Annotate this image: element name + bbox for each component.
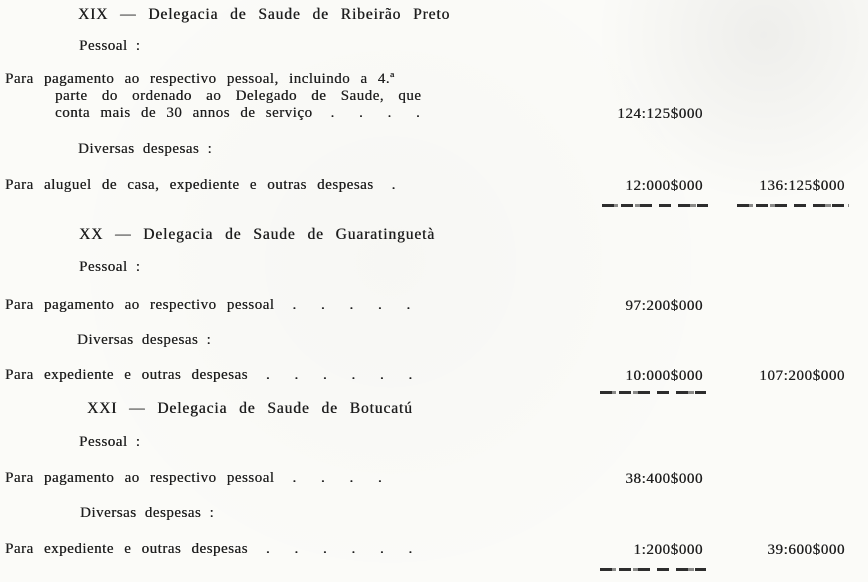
section-xx-pessoal-label: Pessoal : xyxy=(79,259,141,275)
section-xxi-pessoal-amount: 38:400$000 xyxy=(625,471,703,487)
section-xix-diversas-item-text: Para aluguel de casa, expediente e outras despesas xyxy=(5,177,374,193)
leader-dots: . . . . . xyxy=(292,297,412,313)
section-xxi-pessoal-item xyxy=(5,470,383,487)
leader-dots: . xyxy=(391,177,397,193)
section-xxi-heading: XXI — Delegacia de Saude de Botucatú xyxy=(87,400,413,417)
section-xx-pessoal-item xyxy=(5,297,411,314)
dashed-rule-col1 xyxy=(600,568,706,571)
section-xx-pessoal-amount: 97:200$000 xyxy=(625,298,703,314)
leader-dots: . . . . . . xyxy=(265,367,414,383)
section-xx-diversas-amount: 10:000$000 xyxy=(625,368,703,384)
section-xix-pessoal-item-text: conta mais de 30 annos de serviço xyxy=(55,105,313,121)
section-xx-diversas-item xyxy=(5,367,413,384)
section-xx-heading: XX — Delegacia de Saude de Guaratinguetà xyxy=(79,226,436,243)
section-xix-diversas-item xyxy=(5,177,396,194)
section-xix-pessoal-amount: 124:125$000 xyxy=(617,106,703,122)
section-xx-total-amount: 107:200$000 xyxy=(759,368,845,384)
section-xx-pessoal-item-text: Para pagamento ao respectivo pessoal xyxy=(5,297,275,313)
leader-dots: . . . . xyxy=(292,470,383,486)
section-xxi-diversas-label: Diversas despesas : xyxy=(80,505,215,521)
leader-dots: . . . . xyxy=(330,105,421,121)
section-xxi-diversas-item-text: Para expediente e outras despesas xyxy=(5,541,248,557)
section-xix-diversas-amount: 12:000$000 xyxy=(625,178,703,194)
section-xix-diversas-label: Diversas despesas : xyxy=(78,141,213,157)
section-xix-pessoal-item-line2: parte do ordenado ao Delegado de Saude, que xyxy=(55,88,422,104)
section-xxi-diversas-item xyxy=(5,541,413,558)
section-xx-diversas-item-text: Para expediente e outras despesas xyxy=(5,367,248,383)
section-xxi-pessoal-label: Pessoal : xyxy=(79,434,141,450)
dashed-rule-col2 xyxy=(737,204,849,207)
section-xxi-pessoal-item-text: Para pagamento ao respectivo pessoal xyxy=(5,470,275,486)
section-xix-pessoal-item-line1: Para pagamento ao respectivo pessoal, incluindo a 4.ª xyxy=(5,71,395,87)
section-xix-total-amount: 136:125$000 xyxy=(759,178,845,194)
section-xxi-diversas-amount: 1:200$000 xyxy=(633,542,703,558)
leader-dots: . . . . . . xyxy=(265,541,414,557)
section-xix-pessoal-label: Pessoal : xyxy=(79,38,141,54)
dashed-rule-col1 xyxy=(600,391,706,394)
section-xx-diversas-label: Diversas despesas : xyxy=(77,332,212,348)
section-xxi-total-amount: 39:600$000 xyxy=(767,542,845,558)
section-xix-pessoal-item-line3 xyxy=(55,105,421,122)
section-xix-heading: XIX — Delegacia de Saude de Ribeirão Preto xyxy=(78,6,451,23)
dashed-rule-col1 xyxy=(602,204,708,207)
